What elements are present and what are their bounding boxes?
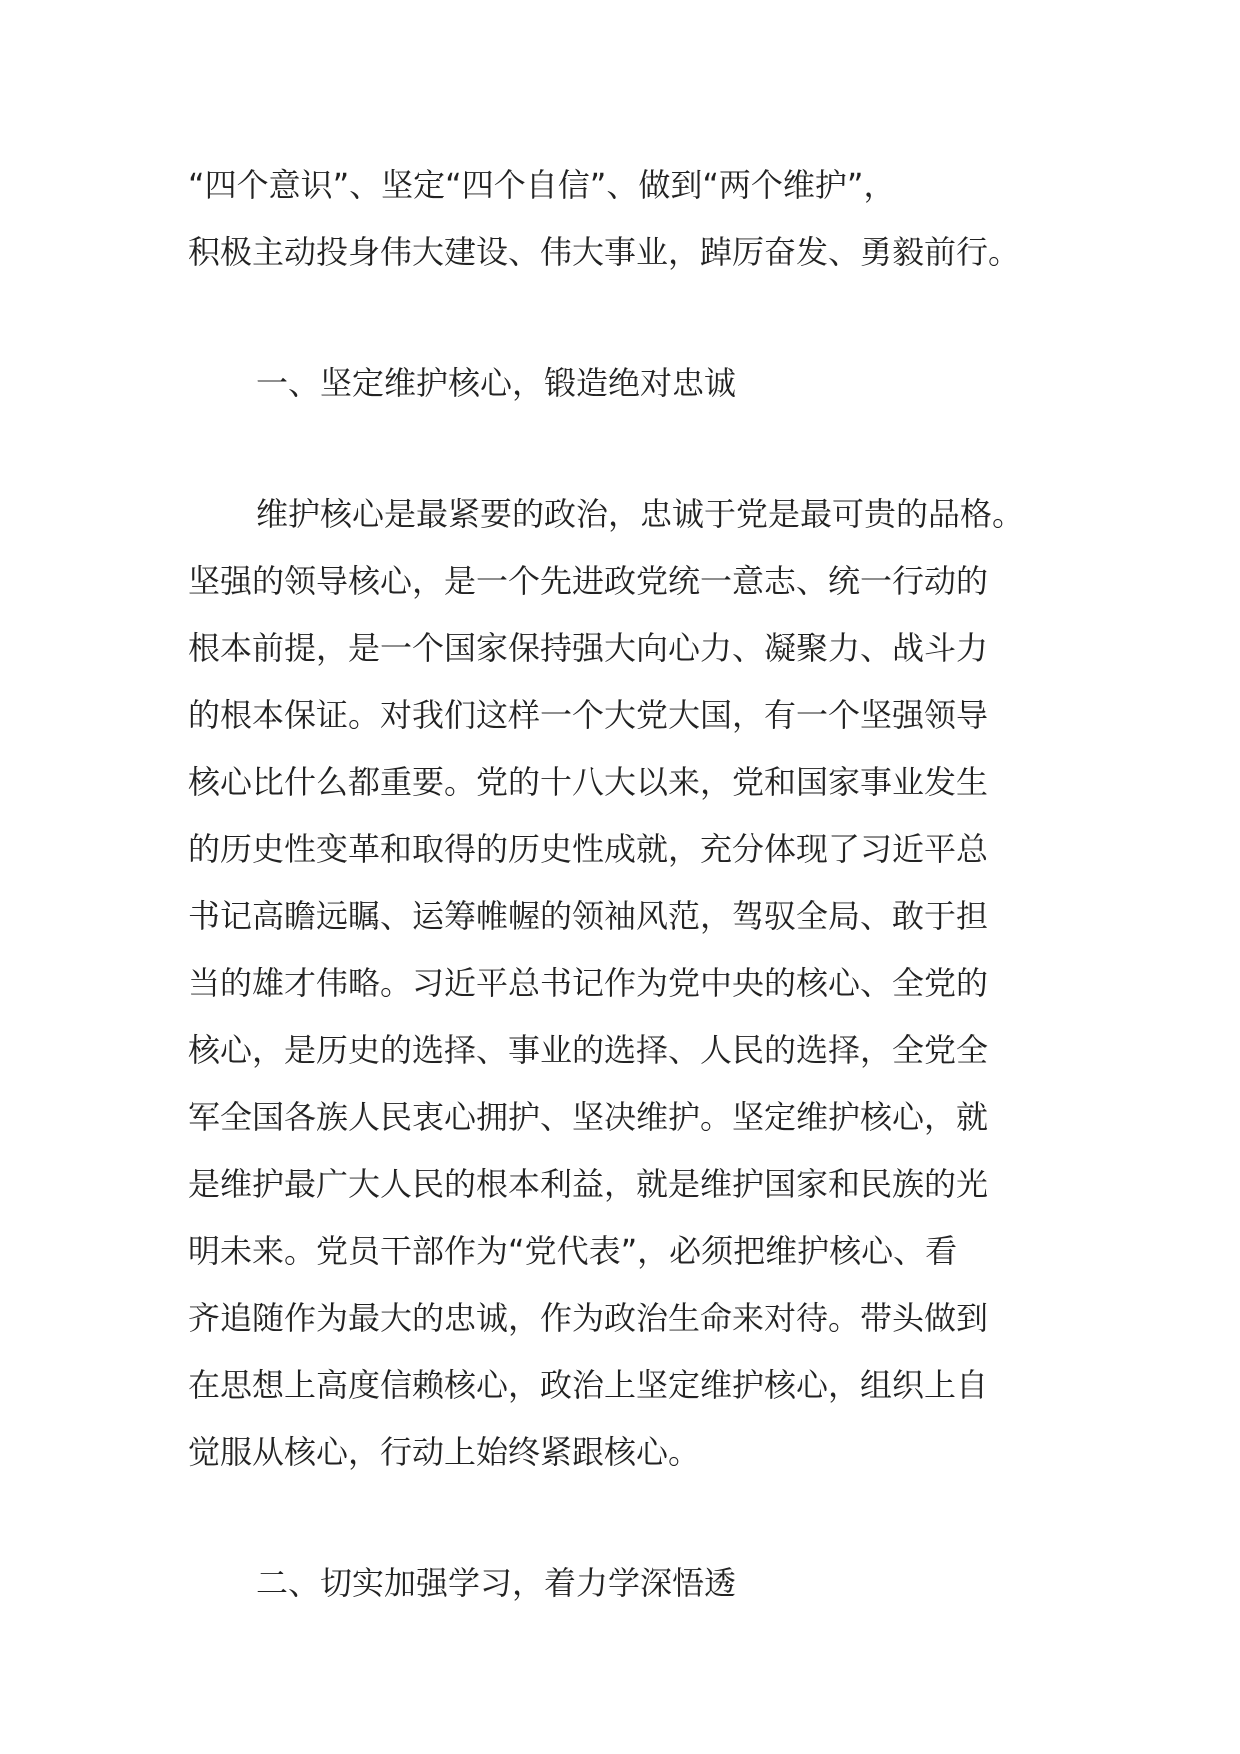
paragraph-line: 核心比什么都重要。党的十八大以来，党和国家事业发生 xyxy=(188,763,989,801)
paragraph-gap xyxy=(188,286,1058,350)
paragraph-line: 是维护最广大人民的根本利益，就是维护国家和民族的光 xyxy=(188,1165,989,1203)
paragraph-line: 军全国各族人民衷心拥护、坚决维护。坚定维护核心，就 xyxy=(188,1098,989,1136)
paragraph-line: 明未来。党员干部作为“党代表”，必须把维护核心、看 xyxy=(188,1232,958,1270)
paragraph-line: 觉服从核心，行动上始终紧跟核心。 xyxy=(188,1433,701,1471)
document-body xyxy=(188,152,1058,1617)
paragraph-line: 在思想上高度信赖核心，政治上坚定维护核心，组织上自 xyxy=(188,1366,989,1404)
paragraph-line: 维护核心是最紧要的政治，忠诚于党是最可贵的品格。 xyxy=(256,495,1025,533)
paragraph-line: 齐追随作为最大的忠诚，作为政治生命来对待。带头做到 xyxy=(188,1299,989,1337)
paragraph-line: 书记高瞻远瞩、运筹帷幄的领袖风范，驾驭全局、敢于担 xyxy=(188,897,989,935)
section-heading-1: 一、坚定维护核心，锻造绝对忠诚 xyxy=(256,364,737,402)
paragraph-line: 的根本保证。对我们这样一个大党大国，有一个坚强领导 xyxy=(188,696,989,734)
paragraph-line: 当的雄才伟略。习近平总书记作为党中央的核心、全党的 xyxy=(188,964,989,1002)
intro-line: 积极主动投身伟大建设、伟大事业，踔厉奋发、勇毅前行。 xyxy=(188,233,1021,271)
paragraph-line: 的历史性变革和取得的历史性成就，充分体现了习近平总 xyxy=(188,830,989,868)
paragraph-gap xyxy=(188,1486,1058,1550)
paragraph-line: 核心，是历史的选择、事业的选择、人民的选择，全党全 xyxy=(188,1031,989,1069)
paragraph-line: 根本前提，是一个国家保持强大向心力、凝聚力、战斗力 xyxy=(188,629,989,667)
intro-line: “四个意识”、坚定“四个自信”、做到“两个维护”， xyxy=(188,166,896,204)
paragraph-gap xyxy=(188,417,1058,481)
paragraph-line: 坚强的领导核心，是一个先进政党统一意志、统一行动的 xyxy=(188,562,989,600)
section-heading-2: 二、切实加强学习，着力学深悟透 xyxy=(256,1564,737,1602)
